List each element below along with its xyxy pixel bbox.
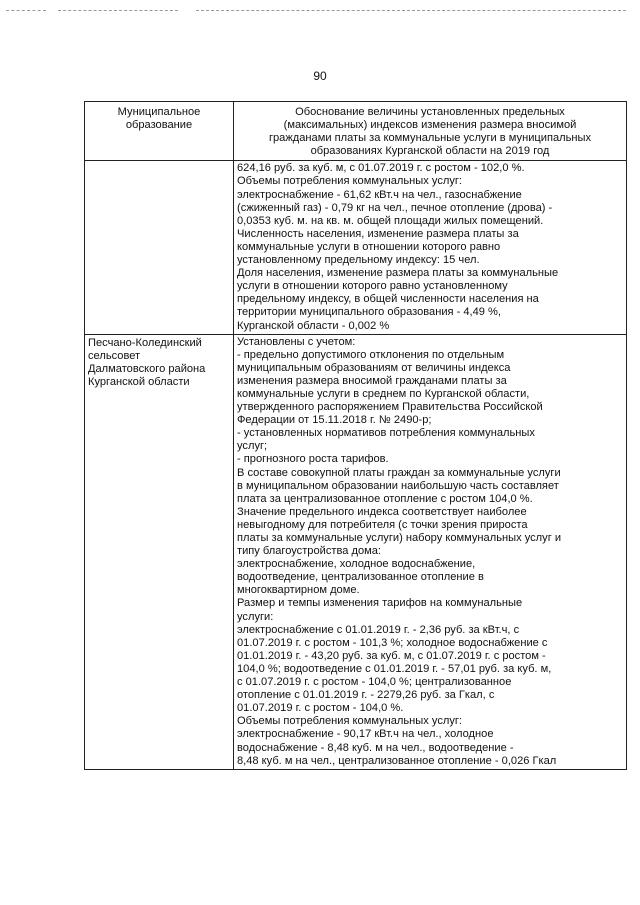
table-row — [85, 334, 627, 769]
justification-text-line: утвержденного распоряжением Правительства Российской — [237, 401, 543, 414]
justification-text-line: 624,16 руб. за куб. м, с 01.07.2019 г. с ростом - 102,0 %. — [237, 162, 525, 175]
justification-text-line: водоотведение, централизованное отопление в — [237, 571, 484, 584]
justification-cell — [234, 334, 627, 769]
municipality-cell — [85, 161, 234, 334]
justification-text-line: Размер и темпы изменения тарифов на коммунальные — [237, 597, 523, 610]
justification-text-line: платы за коммунальные услуги) набору коммунальных услуг и — [237, 532, 562, 544]
header-municipality — [85, 102, 234, 161]
justification-text-line: предельному индексу, в общей численности населения на — [237, 293, 539, 306]
justification-text-line: территории муниципального образования - 4,49 %, — [237, 306, 502, 319]
justification-text-line: услуг; — [237, 440, 268, 453]
justification-text-line: (сжиженный газ) - 0,79 кг на чел., печное отопление (дрова) - — [237, 201, 553, 214]
justification-text-line: Численность населения, изменение размера платы за — [237, 227, 519, 240]
scan-edge-line-mid — [58, 10, 178, 11]
municipality-name-line: Далматовского района — [88, 362, 206, 375]
justification-text-line: коммунальные услуги в отношении которого равно — [237, 240, 501, 253]
justification-text-line: 01.01.2019 г. - 43,20 руб. за куб. м, с 01.07.2019 г. с ростом - — [237, 649, 546, 662]
justification-text-line: 0,0353 куб. м. на кв. м. общей площади жилых помещений. — [237, 214, 544, 227]
justification-text-line: Курганской области - 0,002 % — [237, 319, 390, 332]
header-col1-line: Муниципальное — [117, 106, 201, 118]
justification-text-line: электроснабжение - 61,62 кВт.ч на чел., газоснабжение — [237, 188, 522, 201]
justification-text-line: типу благоустройства дома: — [237, 545, 382, 558]
justification-text-line: Объемы потребления коммунальных услуг: — [237, 715, 463, 728]
justification-text-line: услуги в отношении которого равно установленному — [237, 280, 508, 293]
justification-text-line: услуги: — [237, 610, 274, 623]
header-col2-line: образованиях Курганской области на 2019 год — [310, 145, 550, 158]
justification-text-line: плата за централизованное отопление с ростом 104,0 %. — [237, 492, 533, 505]
municipality-name-line: Курганской области — [88, 375, 190, 388]
justification-text-line: Объемы потребления коммунальных услуг: — [237, 175, 463, 188]
justification-text-line: 01.07.2019 г. с ростом - 104,0 %. — [237, 702, 404, 715]
page-number: 90 — [313, 69, 327, 83]
justification-text-line: электроснабжение - 90,17 кВт.ч на чел., холодное — [237, 728, 494, 741]
justification-text-line: электроснабжение, холодное водоснабжение, — [237, 558, 476, 571]
justification-text-line: Установлены с учетом: — [237, 335, 356, 348]
justification-text-line: Федерации от 15.11.2018 г. № 2490-р; — [237, 414, 432, 427]
header-col1-line: образование — [125, 119, 193, 132]
justification-text-line: Значение предельного индекса соответствует наиболее — [237, 505, 527, 518]
municipal-index-table — [84, 101, 627, 770]
header-col2-line: гражданами платы за коммунальные услуги в муниципальных — [268, 132, 592, 145]
municipality-cell — [85, 334, 234, 769]
justification-text-line: коммунальные услуги в среднем по Курганской области, — [237, 387, 530, 400]
scan-edge-line-right — [196, 10, 626, 11]
justification-text-line: электроснабжение с 01.01.2019 г. - 2,36 руб. за кВт.ч, с — [237, 623, 520, 636]
municipality-name-line: Песчано-Колединский — [88, 336, 202, 349]
justification-text-line: многоквартирном доме. — [237, 584, 360, 597]
justification-text-line: в муниципальном образовании наибольшую часть составляет — [237, 479, 559, 492]
justification-text-line: с 01.07.2019 г. с ростом - 104,0 %; централизованное — [237, 676, 512, 689]
table-row — [85, 161, 627, 334]
municipality-name-line: сельсовет — [88, 349, 141, 362]
justification-cell — [234, 161, 627, 334]
header-col2-line: Обоснование величины установленных предельных — [295, 106, 565, 118]
justification-text-line: изменения размера вносимой гражданами платы за — [237, 374, 507, 387]
justification-text-line: - прогнозного роста тарифов. — [237, 453, 389, 466]
table-header-row — [85, 102, 627, 161]
justification-text-line: - предельно допустимого отклонения по отдельным — [237, 348, 505, 361]
justification-text-line: отопление с 01.01.2019 г. - 2279,26 руб. за Гкал, с — [237, 689, 495, 702]
justification-text-line: Доля населения, изменение размера платы за коммунальные — [237, 267, 559, 280]
header-justification — [234, 102, 627, 161]
justification-text-line: - установленных нормативов потребления коммунальных — [237, 427, 535, 440]
justification-text-line: муниципальным образованиям от величины индекса — [237, 361, 511, 374]
scan-edge-line-left — [6, 10, 46, 11]
justification-text-line: В составе совокупной платы граждан за коммунальные услуги — [237, 466, 561, 479]
header-col2-line: (максимальных) индексов изменения размера вносимой — [283, 119, 577, 132]
justification-text-line: 104,0 %; водоотведение с 01.01.2019 г. - 57,01 руб. за куб. м, — [237, 662, 552, 675]
justification-text-line: водоснабжение - 8,48 куб. м на чел., водоотведение - — [237, 741, 514, 754]
justification-text-line: 01.07.2019 г. с ростом - 101,3 %; холодное водоснабжение с — [237, 636, 548, 649]
justification-text-line: 8,48 куб. м на чел., централизованное отопление - 0,026 Гкал — [237, 754, 557, 767]
justification-text-line: установленному предельному индексу: 15 чел. — [237, 254, 480, 267]
justification-text-line: невыгодному для потребителя (с точки зрения прироста — [237, 518, 528, 531]
